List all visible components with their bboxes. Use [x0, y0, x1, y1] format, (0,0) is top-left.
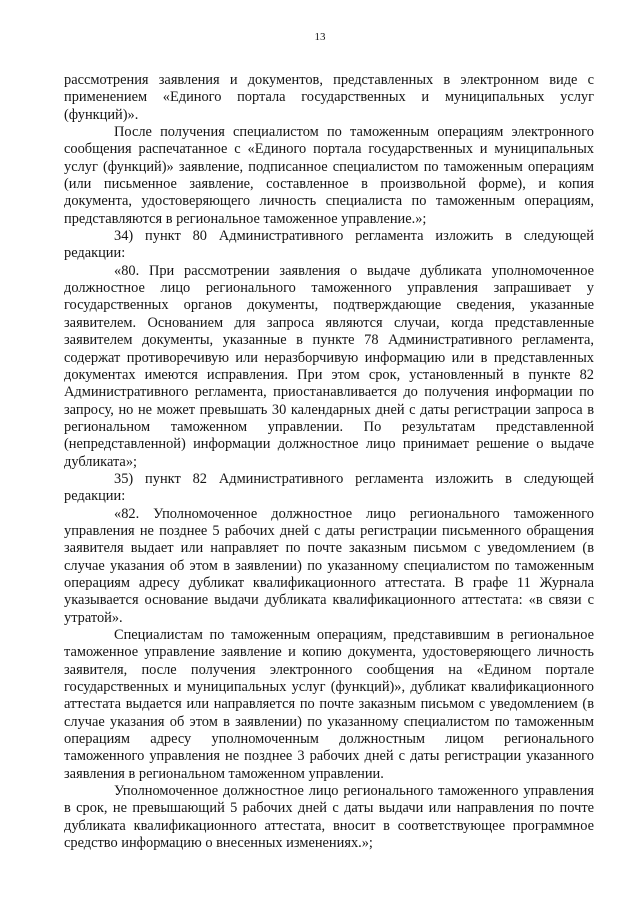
paragraph-5-item-35: 35) пункт 82 Административного регламента изложить в следующей редакции: [64, 470, 594, 505]
page-number: 13 [314, 31, 326, 43]
paragraph-3-item-34: 34) пункт 80 Административного регламента изложить в следующей редакции: [64, 228, 594, 262]
paragraph-6-point-82: «82. Уполномоченное должностное лицо регионального таможенного управления не позднее 5 рабочих дней с даты регистрации письменного обращения заявителя выдает или направляет по почте заказным письмом с уведомлением (в случае указания об этом в заявлении) по указанному специалистом по таможенным операциям адресу дубликат квалификационного аттестата. В графе 11 Журнала указывается основание выдачи дубликата квалификационного аттестата: «в связи с утратой». [64, 505, 594, 626]
paragraph-4-point-80: «80. При рассмотрении заявления о выдаче дубликата уполномоченное должностное лицо регионального таможенного управления запрашивает у государственных органов документы, подтверждающие сведения, указанные заявителем. Основанием для запроса являются случаи, когда представленные заявителем документы, указанные в пункте 78 Административного регламента, содержат противоречивую или неразборчивую информацию или в представленных документах имеются исправления. При этом срок, установленный в пункте 82 Административного регламента, приостанавливается до получения информации по запросу, но не может превышать 30 календарных дней с даты регистрации запроса в региональном таможенном управлении. По результатам представленной (непредставленной) информации должностное лицо принимает решение о выдаче дубликата»; [64, 262, 594, 470]
document-body [64, 72, 594, 852]
paragraph-8: Уполномоченное должностное лицо регионального таможенного управления в срок, не превышающий 5 рабочих дней с даты выдачи или направления по почте дубликата квалификационного аттестата, вносит в соответствующее программное средство информацию о внесенных изменениях.»; [64, 783, 594, 852]
paragraph-2: После получения специалистом по таможенным операциям электронного сообщения распечатанное с «Единого портала государственных и муниципальных услуг (функций)» заявление, подписанное специалистом по таможенным операциям (или письменное заявление, составленное в произвольной форме), и копия документа, удостоверяющего личность специалиста по таможенным операциям, представляются в региональное таможенное управление.»; [64, 124, 594, 227]
paragraph-7: Специалистам по таможенным операциям, представившим в региональное таможенное управление заявление и копию документа, удостоверяющего личность заявителя, после получения электронного сообщения на «Едином портале государственных и муниципальных услуг (функций)», дубликат квалификационного аттестата выдается или направляется по почте заказным письмом с уведомлением (в случае указания об этом в заявлении) по указанному специалистом по таможенным операциям адресу уполномоченным должностным лицом регионального таможенного управления не позднее 3 рабочих дней с даты регистрации указанного заявления в региональном таможенном управлении. [64, 627, 594, 782]
paragraph-1: рассмотрения заявления и документов, представленных в электронном виде с применением «Единого портала государственных и муниципальных услуг (функций)». [64, 72, 594, 123]
